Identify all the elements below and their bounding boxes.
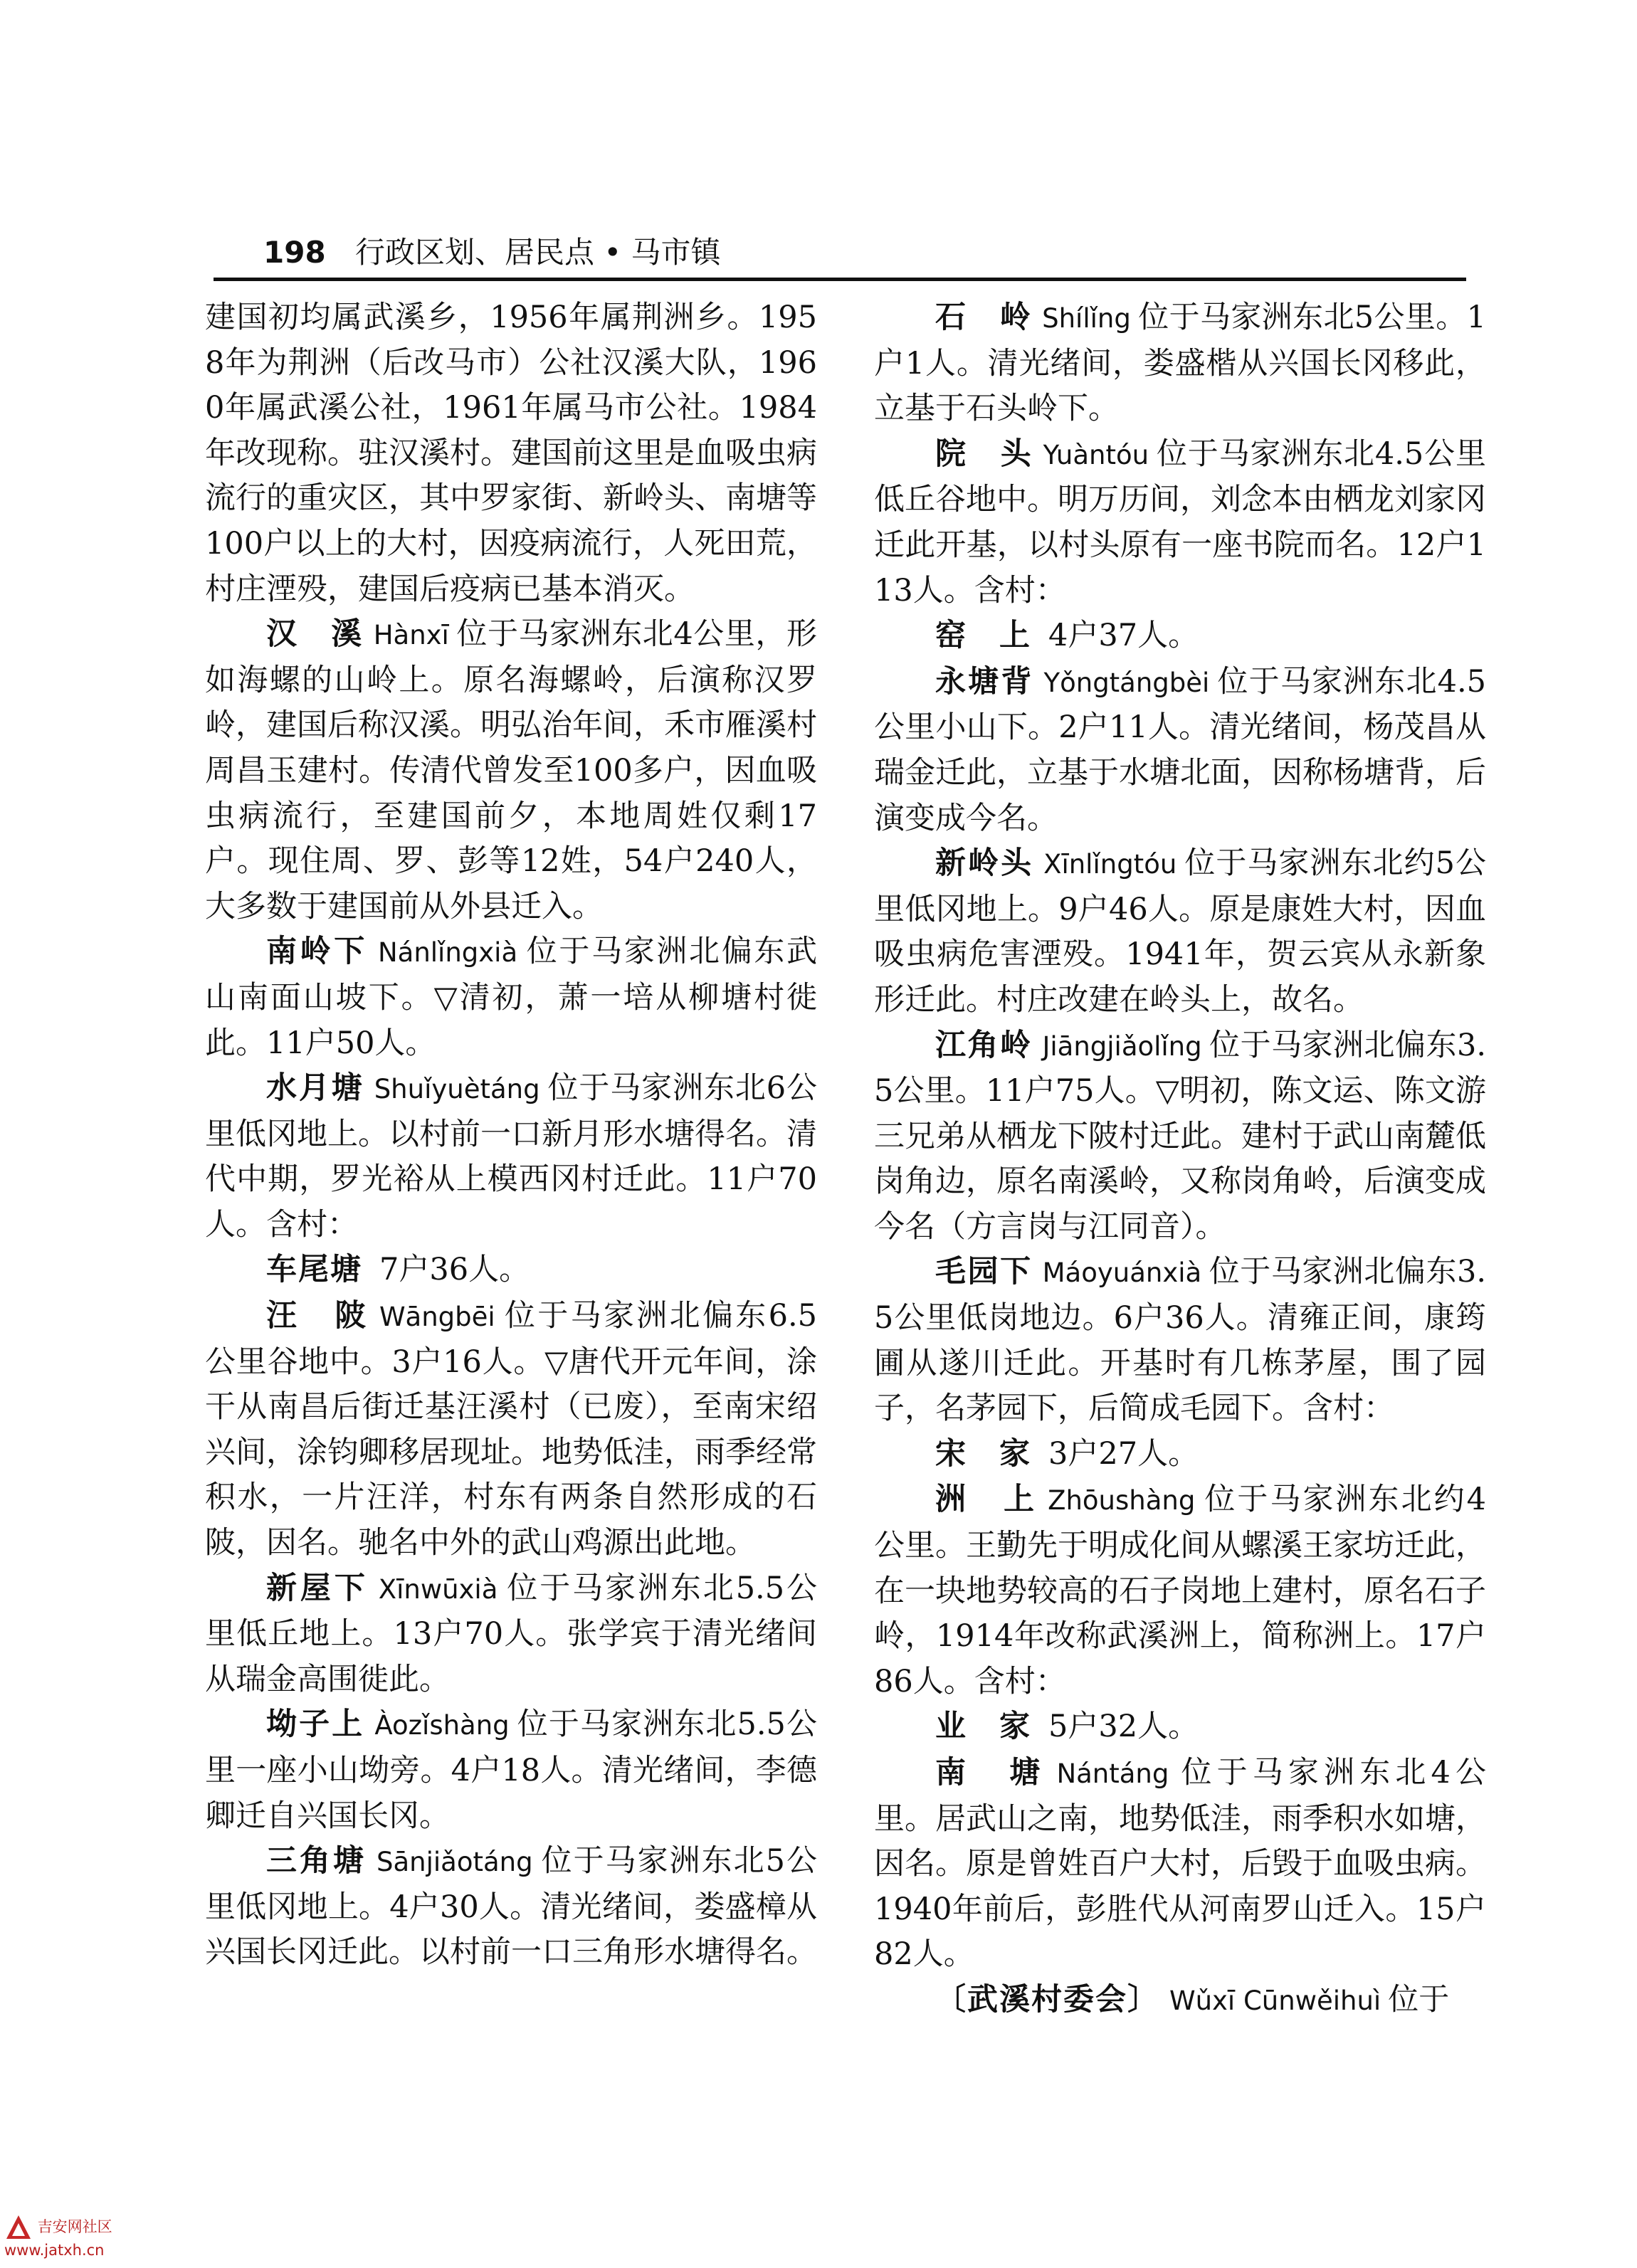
place-pinyin: Yǒngtángbèi (1043, 667, 1210, 698)
entry (874, 660, 1486, 841)
entry (874, 432, 1486, 613)
entry (874, 841, 1486, 1023)
place-description: 位于马家洲东北4公里，形如海螺的山岭上。原名海螺岭，后演称汉罗岭，建国后称汉溪。明弘治年间，禾市雁溪村周昌玉建村。传清代曾发至100多户，因血吸虫病流行，至建国前夕，本地周姓仅剩17户。现住周、罗、彭等12姓，54户240人，大多数于建国前从外县迁入。 (205, 616, 817, 924)
header-rule (214, 278, 1466, 281)
watermark-text: 吉安网社区 (37, 2218, 112, 2235)
place-description: 位于马家洲东北约4公里。王勤先于明成化间从螺溪王家坊迁此，在一块地势较高的石子岗地上建村，原名石子岭，1914年改称武溪洲上，简称洲上。17户86人。含村： (874, 1482, 1487, 1699)
place-name: 石 岭 (935, 300, 1033, 335)
place-name: 永塘背 (935, 663, 1034, 700)
place-name: 江角岭 (935, 1027, 1033, 1063)
intro-paragraph: 建国初均属武溪乡，1956年属荆洲乡。1958年为荆洲（后改马市）公社汉溪大队，1960年属武溪公社，1961年属马市公社。1984年改现称。驻汉溪村。建国前这里是血吸虫病流行的重灾区，其中罗家街、新岭头、南塘等100户以上的大村，因疫病流行，人死田荒，村庄湮殁，建国后疫病已基本消灭。 (205, 300, 817, 607)
place-name: 南 塘 (935, 1755, 1047, 1790)
place-pinyin: Sānjiǎotáng (377, 1847, 533, 1878)
place-description: 位于马家洲北偏东武山南面山坡下。▽清初，萧一培从柳塘村徙此。11户50人。 (205, 934, 818, 1061)
entry (874, 1023, 1486, 1250)
entry (205, 929, 817, 1066)
entry (205, 1066, 817, 1248)
place-pinyin: Nánlǐngxià (377, 937, 518, 969)
place-name: 南岭下 (266, 934, 368, 970)
place-description: 位于马家洲东北5.5公里一座小山坳旁。4户18人。清光绪间，李德卿迁自兴国长冈。 (205, 1707, 818, 1834)
place-name: 毛园下 (935, 1254, 1033, 1290)
place-description: 位于马家洲东北5.5公里低丘地上。13户70人。张学宾于清光绪间从瑞金高围徙此。 (205, 1570, 818, 1697)
site-logo-icon (4, 2213, 33, 2242)
place-pinyin: Àozǐshàng (374, 1710, 510, 1741)
place-description: 位于马家洲东北4公里。居武山之南，地势低洼，雨季积水如塘，因名。原是曾姓百户大村，后毁于血吸虫病。1940年前后，彭胜代从河南罗山迁入。15户82人。 (874, 1755, 1487, 1973)
place-description: 位于马家洲北偏东6.5公里谷地中。3户16人。▽唐代开元年间，涂干从南昌后街迁基汪溪村（已废），至南宋绍兴间，涂钧卿移居现址。地势低洼，雨季经常积水，一片汪洋，村东有两条自然形成的石陂，因名。驰名中外的武山鸡源出此地。 (205, 1298, 817, 1561)
entry (874, 1751, 1486, 1978)
place-pinyin: Shuǐyuètáng (374, 1074, 540, 1105)
place-pinyin: Wāngbēi (379, 1302, 495, 1333)
entry (205, 1566, 817, 1703)
place-description: 位于马家洲北偏东3.5公里低岗地边。6户36人。清雍正间，康筠圃从遂川迁此。开基时有几栋茅屋，围了园子，名茅园下，后简成毛园下。含村： (874, 1254, 1487, 1427)
place-pinyin: Xīnwūxià (378, 1573, 498, 1605)
place-description: 位于马家洲东北约5公里低冈地上。9户46人。原是康姓大村，因血吸虫病危害湮殁。1941年，贺云宾从永新象形迁此。村庄改建在岭头上，故名。 (874, 845, 1486, 1018)
entry (874, 295, 1486, 432)
place-pinyin: Jiāngjiǎolǐng (1042, 1030, 1202, 1062)
entry (874, 1978, 1486, 2024)
entry (874, 1250, 1486, 1431)
place-pinyin: Hànxī (373, 620, 449, 651)
place-name: 院 头 (935, 436, 1033, 472)
place-description: 4户37人。 (1048, 618, 1199, 654)
place-name: 三角塘 (266, 1843, 367, 1879)
entry (205, 1294, 817, 1566)
place-pinyin: Zhōushàng (1048, 1485, 1196, 1517)
place-description: 位于马家洲东北4.5公里低丘谷地中。明万历间，刘念本由栖龙刘家冈迁此开基，以村头原有一座书院而名。12户113人。含村： (874, 436, 1486, 608)
place-pinyin: Wǔxī Cūnwěihuì (1169, 1985, 1381, 2016)
place-name: 〔武溪村委会〕 (935, 1981, 1159, 2018)
place-pinyin: Yuàntóu (1043, 439, 1149, 470)
place-pinyin: Nántáng (1056, 1758, 1169, 1789)
place-name: 汪 陂 (266, 1298, 369, 1334)
left-column (205, 295, 817, 1976)
place-name: 汉 溪 (266, 616, 364, 653)
site-watermark (4, 2213, 112, 2259)
page-header (263, 229, 721, 272)
place-name: 窑 上 (935, 618, 1031, 654)
entry (205, 612, 817, 929)
entry (874, 1704, 1486, 1751)
place-name: 水月塘 (266, 1070, 364, 1107)
place-description: 位于 (1388, 1981, 1450, 2018)
place-description: 位于马家洲东北5公里。1户1人。清光绪间，娄盛楷从兴国长冈移此，立基于石头岭下。 (874, 300, 1487, 427)
place-description: 5户32人。 (1048, 1709, 1199, 1745)
entry (874, 613, 1486, 660)
place-name: 新屋下 (266, 1570, 369, 1606)
entry (205, 1839, 817, 1976)
place-name: 坳子上 (266, 1707, 365, 1743)
right-column (874, 295, 1486, 2024)
entry (205, 1702, 817, 1839)
entry (874, 1477, 1486, 1704)
place-pinyin: Máoyuánxià (1042, 1257, 1202, 1289)
place-name: 新岭头 (935, 845, 1034, 882)
place-name: 洲 上 (935, 1482, 1038, 1518)
page-number: 198 (263, 235, 326, 270)
place-name: 车尾塘 (266, 1252, 362, 1288)
watermark-url: www.jatxh.cn (4, 2242, 105, 2259)
place-description: 位于马家洲东北6公里低冈地上。以村前一口新月形水塘得名。清代中期，罗光裕从上模西冈村迁此。11户70人。含村： (205, 1070, 818, 1243)
place-description: 位于马家洲东北4.5公里小山下。2户11人。清光绪间，杨茂昌从瑞金迁此，立基于水塘北面，因称杨塘背，后演变成今名。 (874, 663, 1487, 836)
place-description: 位于马家洲北偏东3.5公里。11户75人。▽明初，陈文运、陈文游三兄弟从栖龙下陂村迁此。建村于武山南麓低岗角边，原名南溪岭，又称岗角岭，后演变成今名（方言岗与江同音）。 (874, 1027, 1486, 1245)
place-name: 业 家 (935, 1709, 1031, 1745)
place-pinyin: Shílǐng (1042, 303, 1131, 334)
place-description: 位于马家洲东北5公里低冈地上。4户30人。清光绪间，娄盛樟从兴国长冈迁此。以村前一口三角形水塘得名。 (205, 1843, 818, 1971)
place-name: 宋 家 (935, 1435, 1031, 1472)
place-description: 3户27人。 (1048, 1435, 1199, 1472)
entry (874, 1432, 1486, 1478)
entry (205, 1248, 817, 1294)
running-title: 行政区划、居民点 • 马市镇 (355, 235, 721, 270)
place-description: 7户36人。 (379, 1252, 530, 1288)
place-pinyin: Xīnlǐngtóu (1043, 849, 1177, 880)
